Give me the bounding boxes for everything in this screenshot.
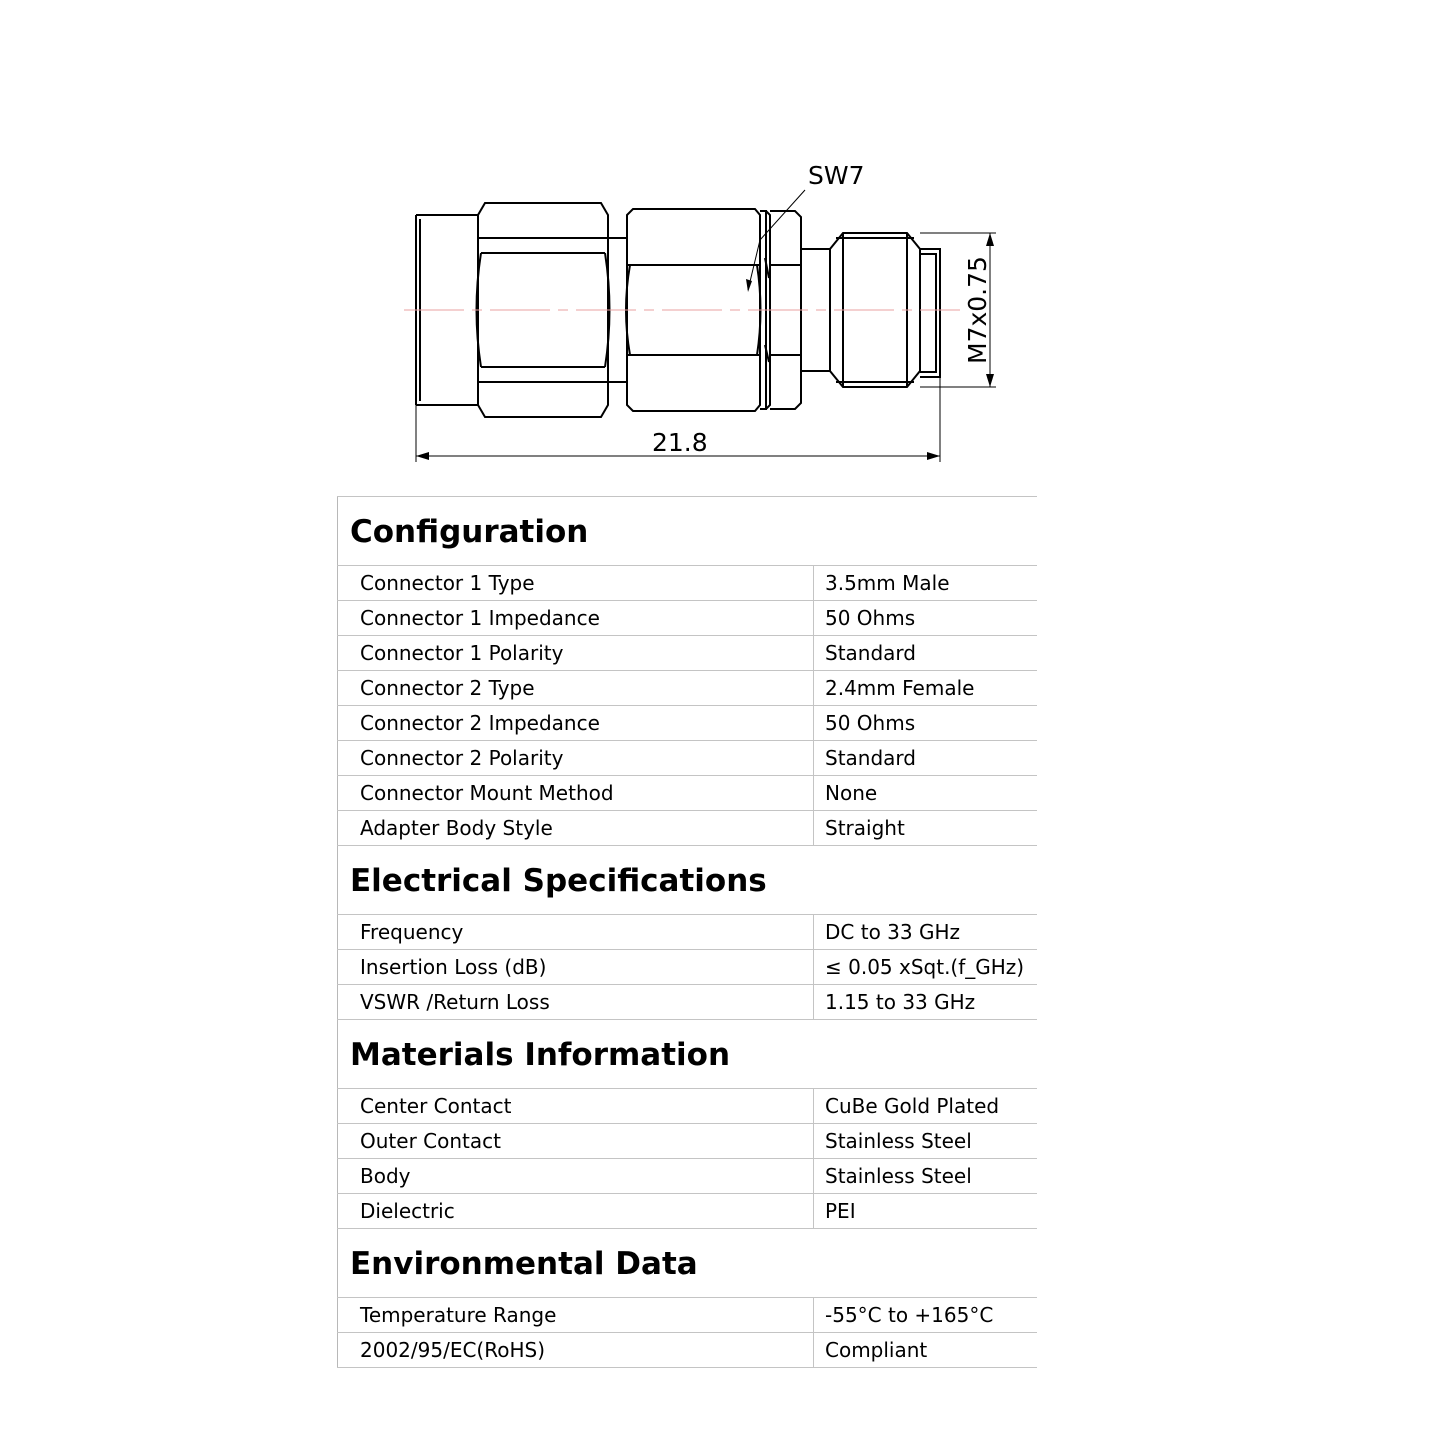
spec-value: Standard	[814, 636, 1038, 671]
spec-label: Connector 1 Polarity	[338, 636, 814, 671]
table-row	[338, 1333, 1038, 1368]
spec-value: 2.4mm Female	[814, 671, 1038, 706]
spec-label: Connector 2 Type	[338, 671, 814, 706]
section-header	[338, 846, 1038, 915]
right-end-face	[920, 249, 940, 377]
spec-label: Dielectric	[338, 1194, 814, 1229]
section-title: Configuration	[338, 497, 1038, 566]
spec-value: 1.15 to 33 GHz	[814, 985, 1038, 1020]
spec-label: Connector 2 Impedance	[338, 706, 814, 741]
section-header	[338, 497, 1038, 566]
spec-label: Connector 2 Polarity	[338, 741, 814, 776]
table-row	[338, 1194, 1038, 1229]
table-row	[338, 1089, 1038, 1124]
table-row	[338, 985, 1038, 1020]
connector-drawing	[0, 0, 1445, 480]
section-header	[338, 1229, 1038, 1298]
spec-label: Connector 1 Impedance	[338, 601, 814, 636]
spec-label: VSWR /Return Loss	[338, 985, 814, 1020]
spec-label: Temperature Range	[338, 1298, 814, 1333]
spec-value: 50 Ohms	[814, 706, 1038, 741]
table-row	[338, 1298, 1038, 1333]
section-title: Environmental Data	[338, 1229, 1038, 1298]
spec-value: 3.5mm Male	[814, 566, 1038, 601]
table-row	[338, 741, 1038, 776]
spec-value: Compliant	[814, 1333, 1038, 1368]
spec-value: ≤ 0.05 xSqt.(f_GHz)	[814, 950, 1038, 985]
spec-label: Adapter Body Style	[338, 811, 814, 846]
spec-label: Body	[338, 1159, 814, 1194]
table-row	[338, 706, 1038, 741]
sw7-label: SW7	[808, 161, 865, 190]
spec-value: -55°C to +165°C	[814, 1298, 1038, 1333]
spec-label: 2002/95/EC(RoHS)	[338, 1333, 814, 1368]
spec-table	[337, 496, 1037, 1368]
table-row	[338, 915, 1038, 950]
table-row	[338, 811, 1038, 846]
table-row	[338, 950, 1038, 985]
table-row	[338, 1124, 1038, 1159]
table-row	[338, 566, 1038, 601]
spec-label: Outer Contact	[338, 1124, 814, 1159]
table-row	[338, 601, 1038, 636]
spec-label: Insertion Loss (dB)	[338, 950, 814, 985]
section-header	[338, 1020, 1038, 1089]
spec-value: DC to 33 GHz	[814, 915, 1038, 950]
table-row	[338, 671, 1038, 706]
spec-value: None	[814, 776, 1038, 811]
spec-label: Connector 1 Type	[338, 566, 814, 601]
spec-label: Center Contact	[338, 1089, 814, 1124]
section-title: Materials Information	[338, 1020, 1038, 1089]
spec-value: Standard	[814, 741, 1038, 776]
spec-label: Frequency	[338, 915, 814, 950]
spec-value: Stainless Steel	[814, 1159, 1038, 1194]
section-title: Electrical Specifications	[338, 846, 1038, 915]
table-row	[338, 1159, 1038, 1194]
thread-dimension-label: M7x0.75	[963, 256, 992, 364]
spec-value: PEI	[814, 1194, 1038, 1229]
table-row	[338, 776, 1038, 811]
spec-value: Stainless Steel	[814, 1124, 1038, 1159]
spec-value: 50 Ohms	[814, 601, 1038, 636]
spec-value: CuBe Gold Plated	[814, 1089, 1038, 1124]
table-row	[338, 636, 1038, 671]
spec-value: Straight	[814, 811, 1038, 846]
spec-label: Connector Mount Method	[338, 776, 814, 811]
length-dimension-label: 21.8	[652, 428, 708, 457]
